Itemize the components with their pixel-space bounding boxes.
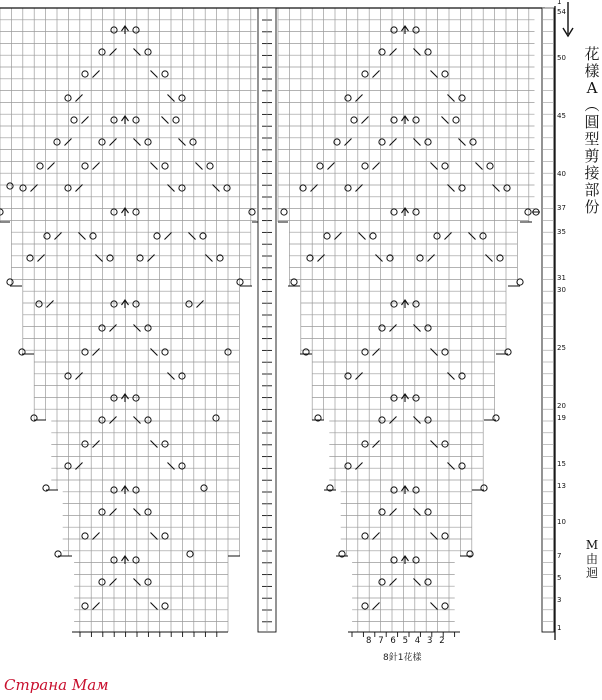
column-number: 7 — [378, 636, 384, 646]
side-char: 部 — [584, 181, 600, 199]
k2tog-symbol — [335, 233, 342, 240]
yarn-over-symbol — [442, 163, 448, 169]
k2tog-symbol — [76, 185, 83, 192]
column-number: 2 — [439, 636, 445, 646]
ssk-symbol — [359, 233, 366, 240]
ssk-symbol — [431, 163, 438, 170]
ssk-symbol — [151, 163, 158, 170]
row-number: 25 — [557, 344, 566, 352]
k2tog-symbol — [390, 579, 397, 586]
row-number: 35 — [557, 228, 566, 236]
k2tog-symbol — [110, 417, 117, 424]
ssk-symbol — [431, 603, 438, 610]
column-number: 6 — [390, 636, 396, 646]
repeat-label: 8針1花樣 — [383, 653, 422, 663]
k2tog-symbol — [65, 139, 72, 146]
k2tog-symbol — [93, 71, 100, 78]
yarn-over-symbol — [362, 441, 368, 447]
k2tog-symbol — [165, 233, 172, 240]
yarn-over-symbol — [65, 95, 71, 101]
yarn-over-symbol — [162, 441, 168, 447]
yarn-over-symbol — [370, 233, 376, 239]
yarn-over-symbol — [442, 349, 448, 355]
yarn-over-symbol — [362, 533, 368, 539]
ssk-symbol — [448, 185, 455, 192]
yarn-over-symbol — [459, 95, 465, 101]
yarn-over-symbol — [459, 185, 465, 191]
k2tog-symbol — [445, 233, 452, 240]
ssk-symbol — [151, 349, 158, 356]
yarn-over-symbol — [173, 117, 179, 123]
yarn-over-symbol — [82, 71, 88, 77]
row-number: 50 — [557, 54, 566, 62]
ssk-symbol — [476, 163, 483, 170]
k2tog-symbol — [356, 185, 363, 192]
k2tog-symbol — [390, 139, 397, 146]
yarn-over-symbol — [413, 209, 419, 215]
side-char: A — [586, 79, 598, 97]
yarn-over-symbol — [133, 395, 139, 401]
k2tog-symbol — [373, 533, 380, 540]
ssk-symbol — [493, 185, 500, 192]
yarn-over-symbol — [525, 209, 531, 215]
row-number: 1 — [557, 0, 562, 6]
side-char: 樣 — [584, 62, 600, 80]
k2tog-symbol — [390, 417, 397, 424]
yarn-over-symbol — [187, 551, 193, 557]
yarn-over-symbol — [82, 163, 88, 169]
yarn-over-symbol — [65, 185, 71, 191]
row-number: 19 — [557, 414, 566, 422]
k2tog-symbol — [356, 95, 363, 102]
yarn-over-symbol — [362, 603, 368, 609]
k2tog-symbol — [93, 349, 100, 356]
k2tog-symbol — [110, 139, 117, 146]
yarn-over-symbol — [362, 71, 368, 77]
yarn-over-symbol — [36, 301, 42, 307]
k2tog-symbol — [93, 603, 100, 610]
yarn-over-symbol — [379, 579, 385, 585]
yarn-over-symbol — [99, 139, 105, 145]
row-number: 3 — [557, 596, 562, 604]
yarn-over-symbol — [362, 163, 368, 169]
yarn-over-symbol — [201, 485, 207, 491]
side-char: 份 — [584, 198, 600, 216]
watermark: Страна Мам — [4, 676, 109, 694]
k2tog-symbol — [390, 325, 397, 332]
yarn-over-symbol — [213, 415, 219, 421]
k2tog-symbol — [390, 509, 397, 516]
k2tog-symbol — [110, 325, 117, 332]
ssk-symbol — [459, 139, 466, 146]
ssk-symbol — [189, 233, 196, 240]
yarn-over-symbol — [379, 49, 385, 55]
column-number: 4 — [414, 636, 421, 646]
k2tog-symbol — [373, 441, 380, 448]
yarn-over-symbol — [99, 325, 105, 331]
yarn-over-symbol — [425, 139, 431, 145]
yarn-over-symbol — [90, 233, 96, 239]
ssk-symbol — [448, 95, 455, 102]
column-number: 3 — [427, 636, 433, 646]
pattern-title-vertical — [583, 46, 601, 216]
k2tog-symbol — [110, 579, 117, 586]
row-number: 7 — [557, 552, 562, 560]
yarn-over-symbol — [413, 27, 419, 33]
k2tog-symbol — [48, 163, 55, 170]
side-fragment: M — [585, 538, 599, 552]
ssk-symbol — [431, 349, 438, 356]
k2tog-symbol — [328, 163, 335, 170]
side-char: 圓 — [584, 113, 600, 131]
yarn-over-symbol — [442, 441, 448, 447]
yarn-over-symbol — [291, 279, 297, 285]
ssk-symbol — [196, 163, 203, 170]
yarn-over-symbol — [82, 349, 88, 355]
ssk-symbol — [213, 185, 220, 192]
side-char: 花 — [584, 45, 600, 63]
side-fragment: 由 — [585, 552, 598, 566]
ssk-symbol — [431, 71, 438, 78]
k2tog-symbol — [93, 533, 100, 540]
k2tog-symbol — [82, 117, 89, 124]
side-char: 型 — [584, 130, 600, 148]
side-fragment-text — [583, 538, 601, 580]
k2tog-symbol — [110, 49, 117, 56]
row-number: 54 — [557, 8, 566, 16]
ssk-symbol — [431, 533, 438, 540]
yarn-over-symbol — [413, 487, 419, 493]
yarn-over-symbol — [133, 557, 139, 563]
ssk-symbol — [151, 533, 158, 540]
row-number: 45 — [557, 112, 566, 120]
k2tog-symbol — [345, 139, 352, 146]
yarn-over-symbol — [186, 301, 192, 307]
ssk-symbol — [151, 441, 158, 448]
row-number: 20 — [557, 402, 566, 410]
yarn-over-symbol — [207, 163, 213, 169]
yarn-over-symbol — [82, 603, 88, 609]
k2tog-symbol — [76, 95, 83, 102]
yarn-over-symbol — [324, 233, 330, 239]
column-number: 5 — [402, 636, 409, 646]
yarn-over-symbol — [317, 163, 323, 169]
k2tog-symbol — [93, 441, 100, 448]
row-number: 31 — [557, 274, 566, 282]
yarn-over-symbol — [517, 279, 523, 285]
yarn-over-symbol — [281, 209, 287, 215]
k2tog-symbol — [197, 301, 204, 308]
yarn-over-symbol — [351, 117, 357, 123]
side-char: ︵ — [584, 96, 600, 114]
ssk-symbol — [179, 139, 186, 146]
k2tog-symbol — [110, 509, 117, 516]
row-number: 5 — [557, 574, 562, 582]
column-number: 8 — [366, 636, 372, 646]
k2tog-symbol — [311, 185, 318, 192]
yarn-over-symbol — [133, 487, 139, 493]
row-number: 40 — [557, 170, 566, 178]
side-fragment: 迴 — [585, 566, 598, 580]
yarn-over-symbol — [224, 185, 230, 191]
row-number: 30 — [557, 286, 566, 294]
yarn-over-symbol — [362, 349, 368, 355]
yarn-over-symbol — [99, 509, 105, 515]
yarn-over-symbol — [425, 49, 431, 55]
k2tog-symbol — [55, 233, 62, 240]
yarn-over-symbol — [71, 117, 77, 123]
yarn-over-symbol — [179, 185, 185, 191]
yarn-over-symbol — [345, 95, 351, 101]
yarn-over-symbol — [504, 185, 510, 191]
yarn-over-symbol — [413, 301, 419, 307]
ssk-symbol — [442, 117, 449, 124]
yarn-over-symbol — [453, 117, 459, 123]
yarn-over-symbol — [487, 163, 493, 169]
yarn-over-symbol — [154, 233, 160, 239]
yarn-over-symbol — [162, 533, 168, 539]
yarn-over-symbol — [442, 71, 448, 77]
k2tog-symbol — [373, 71, 380, 78]
yarn-over-symbol — [413, 117, 419, 123]
row-number: 10 — [557, 518, 566, 526]
yarn-over-symbol — [190, 139, 196, 145]
k2tog-symbol — [362, 117, 369, 124]
yarn-over-symbol — [7, 183, 13, 189]
k2tog-symbol — [373, 349, 380, 356]
yarn-over-symbol — [133, 117, 139, 123]
yarn-over-symbol — [162, 603, 168, 609]
yarn-over-symbol — [44, 233, 50, 239]
yarn-over-symbol — [179, 95, 185, 101]
yarn-over-symbol — [133, 209, 139, 215]
yarn-over-symbol — [237, 279, 243, 285]
yarn-over-symbol — [413, 395, 419, 401]
yarn-over-symbol — [37, 163, 43, 169]
yarn-over-symbol — [442, 533, 448, 539]
yarn-over-symbol — [133, 301, 139, 307]
yarn-over-symbol — [470, 139, 476, 145]
k2tog-symbol — [390, 49, 397, 56]
row-number: 15 — [557, 460, 566, 468]
yarn-over-symbol — [162, 349, 168, 355]
yarn-over-symbol — [99, 417, 105, 423]
ssk-symbol — [151, 603, 158, 610]
ssk-symbol — [151, 71, 158, 78]
yarn-over-symbol — [82, 441, 88, 447]
yarn-over-symbol — [425, 509, 431, 515]
yarn-over-symbol — [82, 533, 88, 539]
yarn-over-symbol — [425, 579, 431, 585]
k2tog-symbol — [93, 163, 100, 170]
yarn-over-symbol — [133, 27, 139, 33]
row-number: 37 — [557, 204, 566, 212]
row-number: 1 — [557, 624, 562, 632]
side-char: 剪 — [584, 147, 600, 165]
yarn-over-symbol — [379, 139, 385, 145]
yarn-over-symbol — [425, 417, 431, 423]
yarn-over-symbol — [249, 209, 255, 215]
yarn-over-symbol — [345, 185, 351, 191]
yarn-over-symbol — [162, 71, 168, 77]
yarn-over-symbol — [99, 579, 105, 585]
yarn-over-symbol — [379, 509, 385, 515]
side-char: 接 — [584, 164, 600, 182]
yarn-over-symbol — [162, 163, 168, 169]
k2tog-symbol — [373, 603, 380, 610]
ssk-symbol — [162, 117, 169, 124]
yarn-over-symbol — [7, 279, 13, 285]
yarn-over-symbol — [442, 603, 448, 609]
row-ruler — [542, 8, 554, 632]
yarn-over-symbol — [434, 233, 440, 239]
row-number: 13 — [557, 482, 566, 490]
yarn-over-symbol — [0, 209, 3, 215]
k2tog-symbol — [373, 163, 380, 170]
k2tog-symbol — [47, 301, 54, 308]
yarn-over-symbol — [425, 325, 431, 331]
yarn-over-symbol — [413, 557, 419, 563]
yarn-over-symbol — [99, 49, 105, 55]
yarn-over-symbol — [379, 325, 385, 331]
yarn-over-symbol — [379, 417, 385, 423]
ssk-symbol — [431, 441, 438, 448]
